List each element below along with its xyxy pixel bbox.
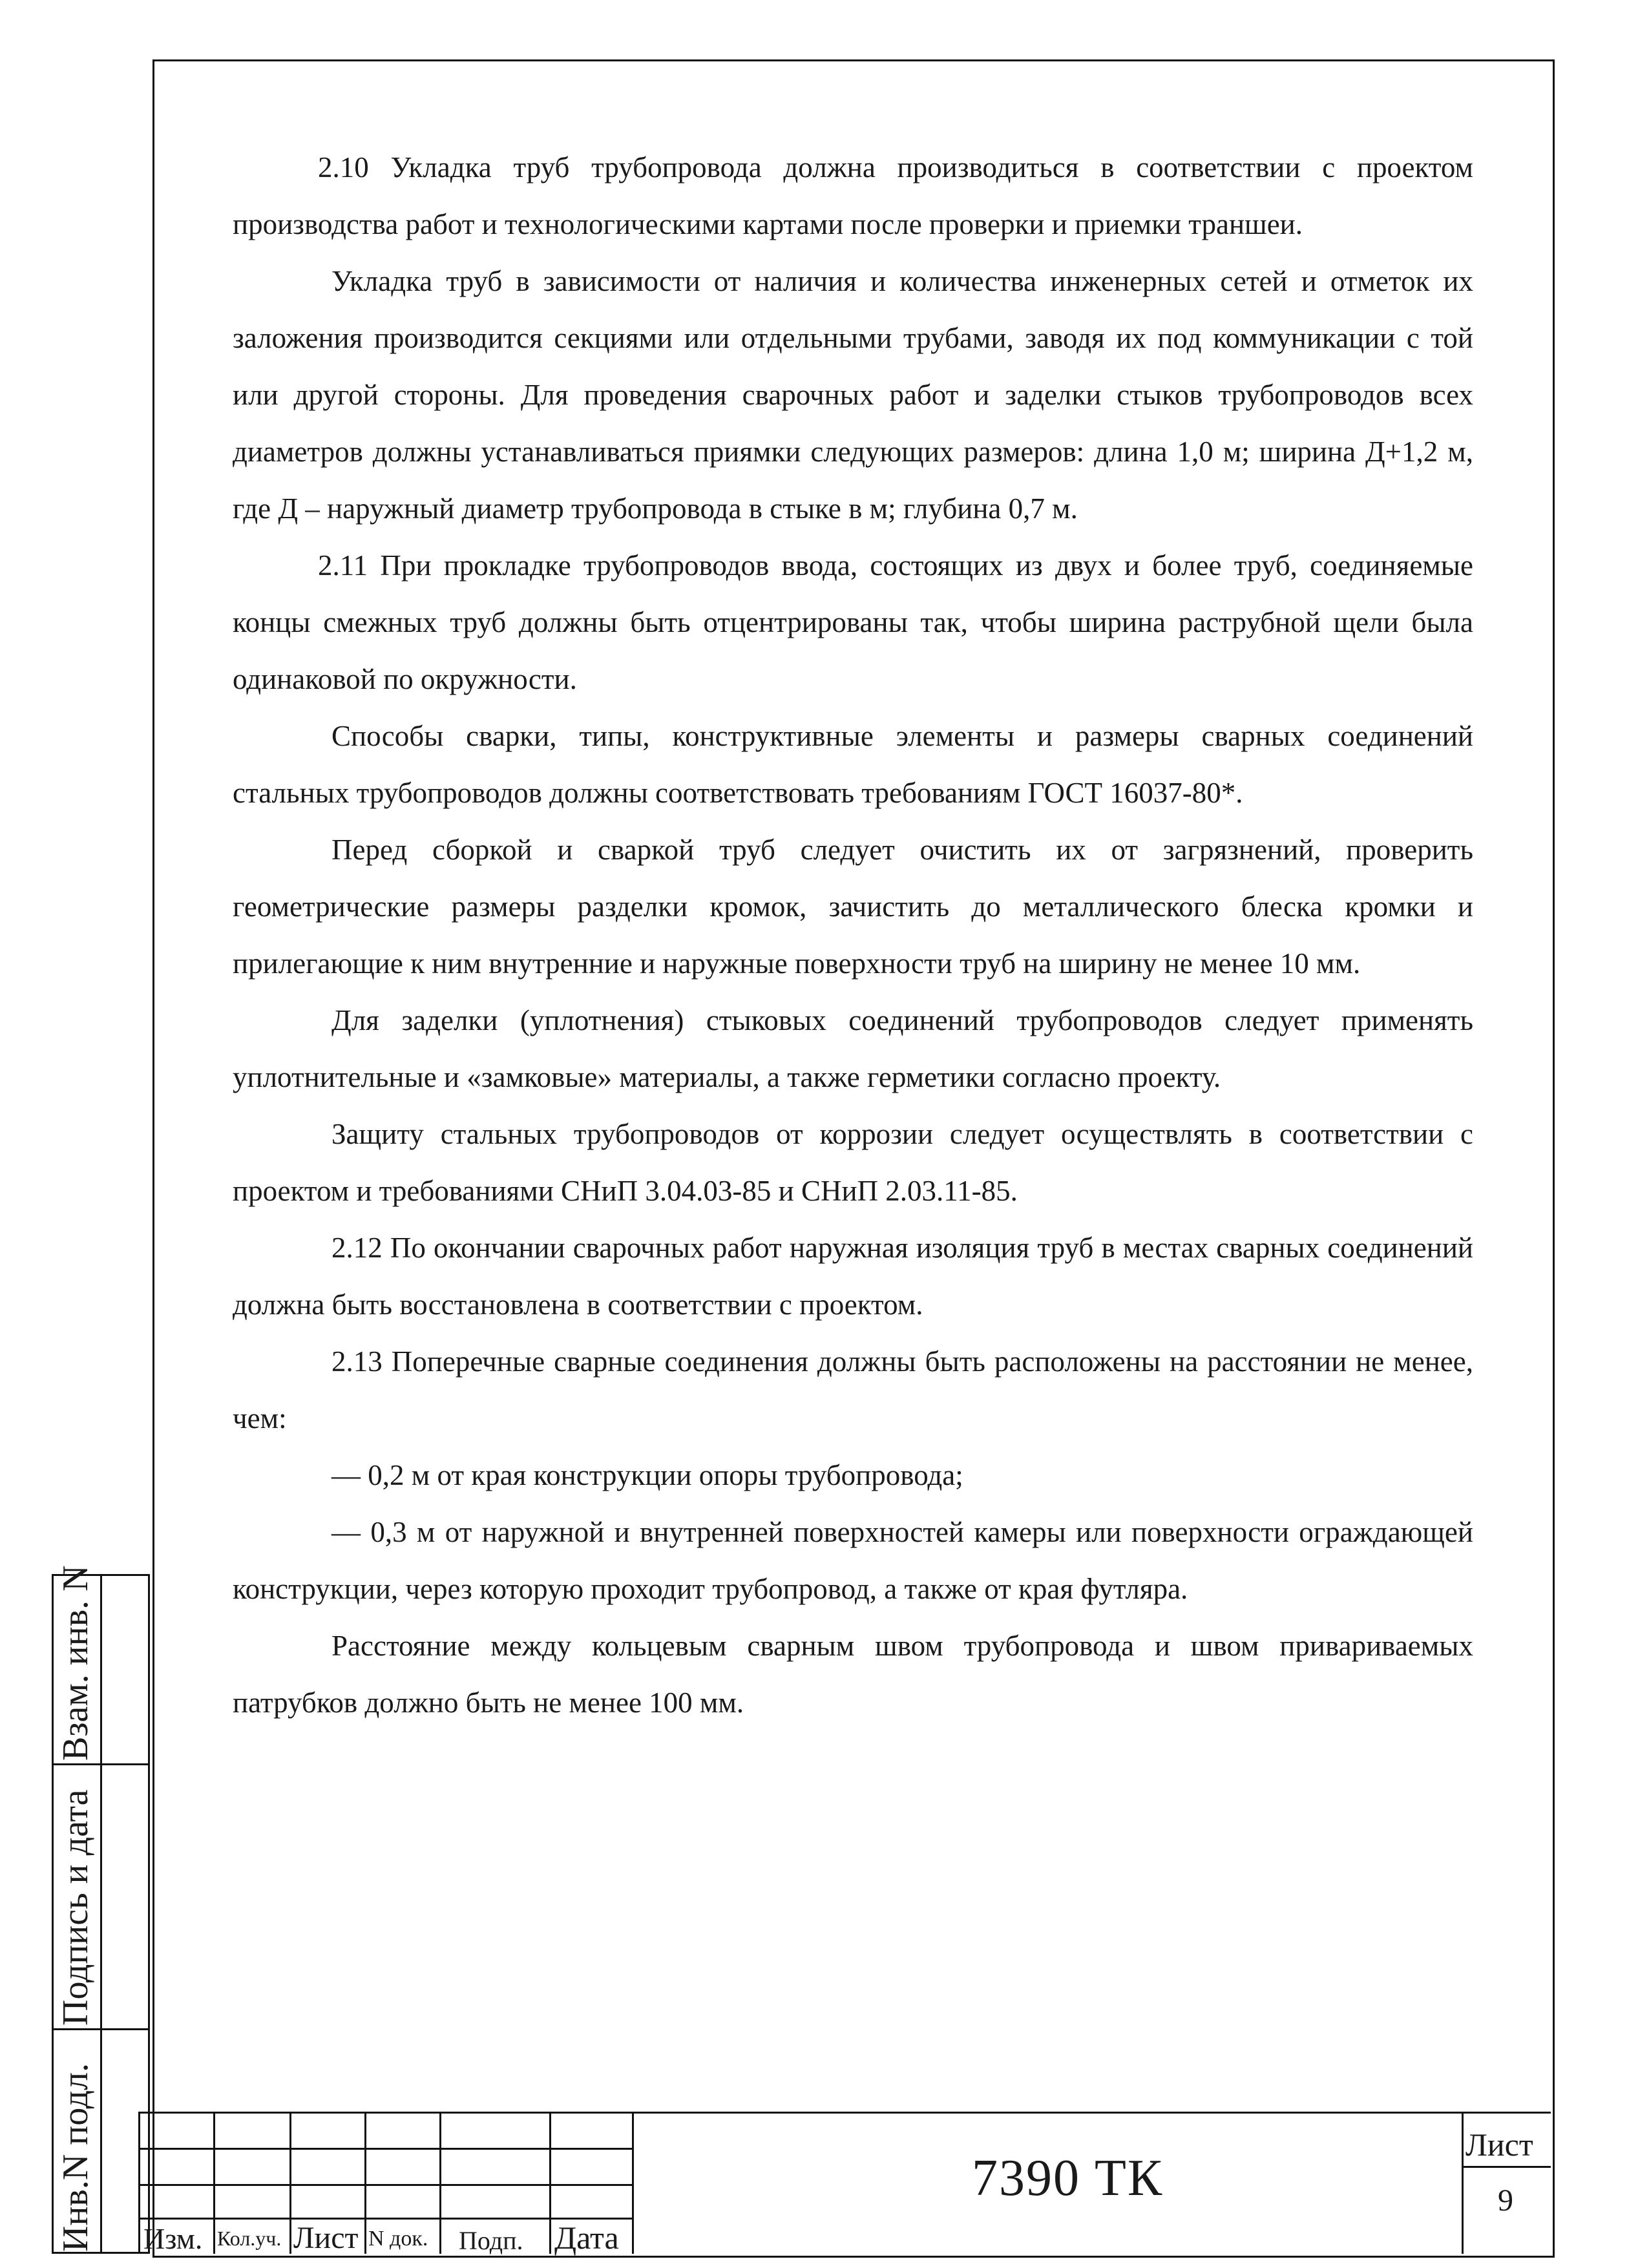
- side-stamp-row-1: [54, 1763, 148, 1765]
- paragraph-corrosion: Защиту стальных трубопроводов от коррозии следует осуществлять в соответствии с проектом и требованиями СНиП 3.04.03-85 и СНиП 2.03.11-85.: [233, 1118, 1473, 1207]
- column-line: [632, 2112, 634, 2254]
- document-code: 7390 ТК: [972, 2150, 1164, 2207]
- column-line: [1462, 2112, 1464, 2254]
- list-item-chamber: — 0,3 м от наружной и внутренней поверхностей камеры или поверхности ограждающей конструкции, через которую проходит трубопровод, а также от края футляра.: [233, 1516, 1473, 1605]
- column-label-doc-number: N док.: [368, 2227, 428, 2251]
- revision-row-line: [138, 2148, 632, 2150]
- document-body: [233, 139, 1473, 1731]
- paragraph-welding-methods: Способы сварки, типы, конструктивные элементы и размеры сварных соединений стальных трубопроводов должны соответствовать требованиям ГОСТ 16037-80*.: [233, 720, 1473, 809]
- column-label-change: Изм.: [143, 2222, 203, 2255]
- column-line: [213, 2112, 215, 2254]
- sheet-box-line: [1462, 2166, 1551, 2168]
- side-label-replacement-inv: Взам. инв. N: [56, 1565, 96, 1761]
- paragraph-pipe-cleaning: Перед сборкой и сваркой труб следует очистить их от загрязнений, проверить геометрические размеры разделки кромок, зачистить до металлического блеска кромки и прилегающие к ним внутренние и наружные поверхности труб на ширину не менее 10 мм.: [233, 834, 1473, 980]
- revision-row-line: [138, 2184, 632, 2186]
- side-stamp: [52, 1565, 150, 2254]
- side-stamp-row-2: [54, 2028, 148, 2030]
- title-block: [138, 2112, 1551, 2254]
- paragraph-2-10: 2.10 Укладка труб трубопровода должна производиться в соответствии с проектом производства работ и технологическими картами после проверки и приемки траншеи.: [233, 151, 1473, 240]
- side-label-signature-date: Подпись и дата: [56, 1789, 96, 2026]
- column-label-signature: Подп.: [459, 2226, 523, 2255]
- paragraph-pipe-laying: Укладка труб в зависимости от наличия и количества инженерных сетей и отметок их заложения производится секциями или отдельными трубами, заводя их под коммуникации с той или другой стороны. Для проведения сварочных работ и заделки стыков трубопроводов всех диаметров должны устанавливаться приямки следующих размеров: длина 1,0 м; ширина Д+1,2 м, где Д – наружный диаметр трубопровода в стыке в м; глубина 0,7 м.: [233, 265, 1473, 525]
- column-line: [138, 2112, 140, 2254]
- list-item-support: — 0,2 м от края конструкции опоры трубопровода;: [331, 1459, 963, 1491]
- sheet-label: Лист: [1465, 2126, 1533, 2163]
- column-label-date: Дата: [554, 2220, 619, 2256]
- paragraph-joint-sealing: Для заделки (уплотнения) стыковых соединений трубопроводов следует применять уплотнительные и «замковые» материалы, а также герметики согласно проекту.: [233, 1004, 1473, 1093]
- column-label-sheet: Лист: [293, 2221, 359, 2255]
- column-line: [549, 2112, 551, 2254]
- column-label-count: Кол.уч.: [217, 2227, 282, 2250]
- paragraph-weld-distance: Расстояние между кольцевым сварным швом трубопровода и швом привариваемых патрубков должно быть не менее 100 мм.: [233, 1630, 1473, 1719]
- paragraph-2-13: 2.13 Поперечные сварные соединения должны быть расположены на расстоянии не менее, чем:: [233, 1345, 1473, 1434]
- side-stamp-divider: [100, 1576, 102, 2252]
- column-line: [364, 2112, 366, 2254]
- paragraph-2-12: 2.12 По окончании сварочных работ наружная изоляция труб в местах сварных соединений должна быть восстановлена в соответствии с проектом.: [233, 1232, 1473, 1321]
- sheet-number: 9: [1498, 2183, 1513, 2218]
- title-block-top-line: [138, 2112, 1551, 2114]
- side-label-original-inv: Инв.N подл.: [56, 2063, 96, 2252]
- paragraph-2-11: 2.11 При прокладке трубопроводов ввода, состоящих из двух и более труб, соединяемые концы смежных труб должны быть отцентрированы так, чтобы ширина раструбной щели была одинаковой по окружности.: [233, 549, 1473, 695]
- column-line: [439, 2112, 441, 2254]
- column-line: [289, 2112, 291, 2254]
